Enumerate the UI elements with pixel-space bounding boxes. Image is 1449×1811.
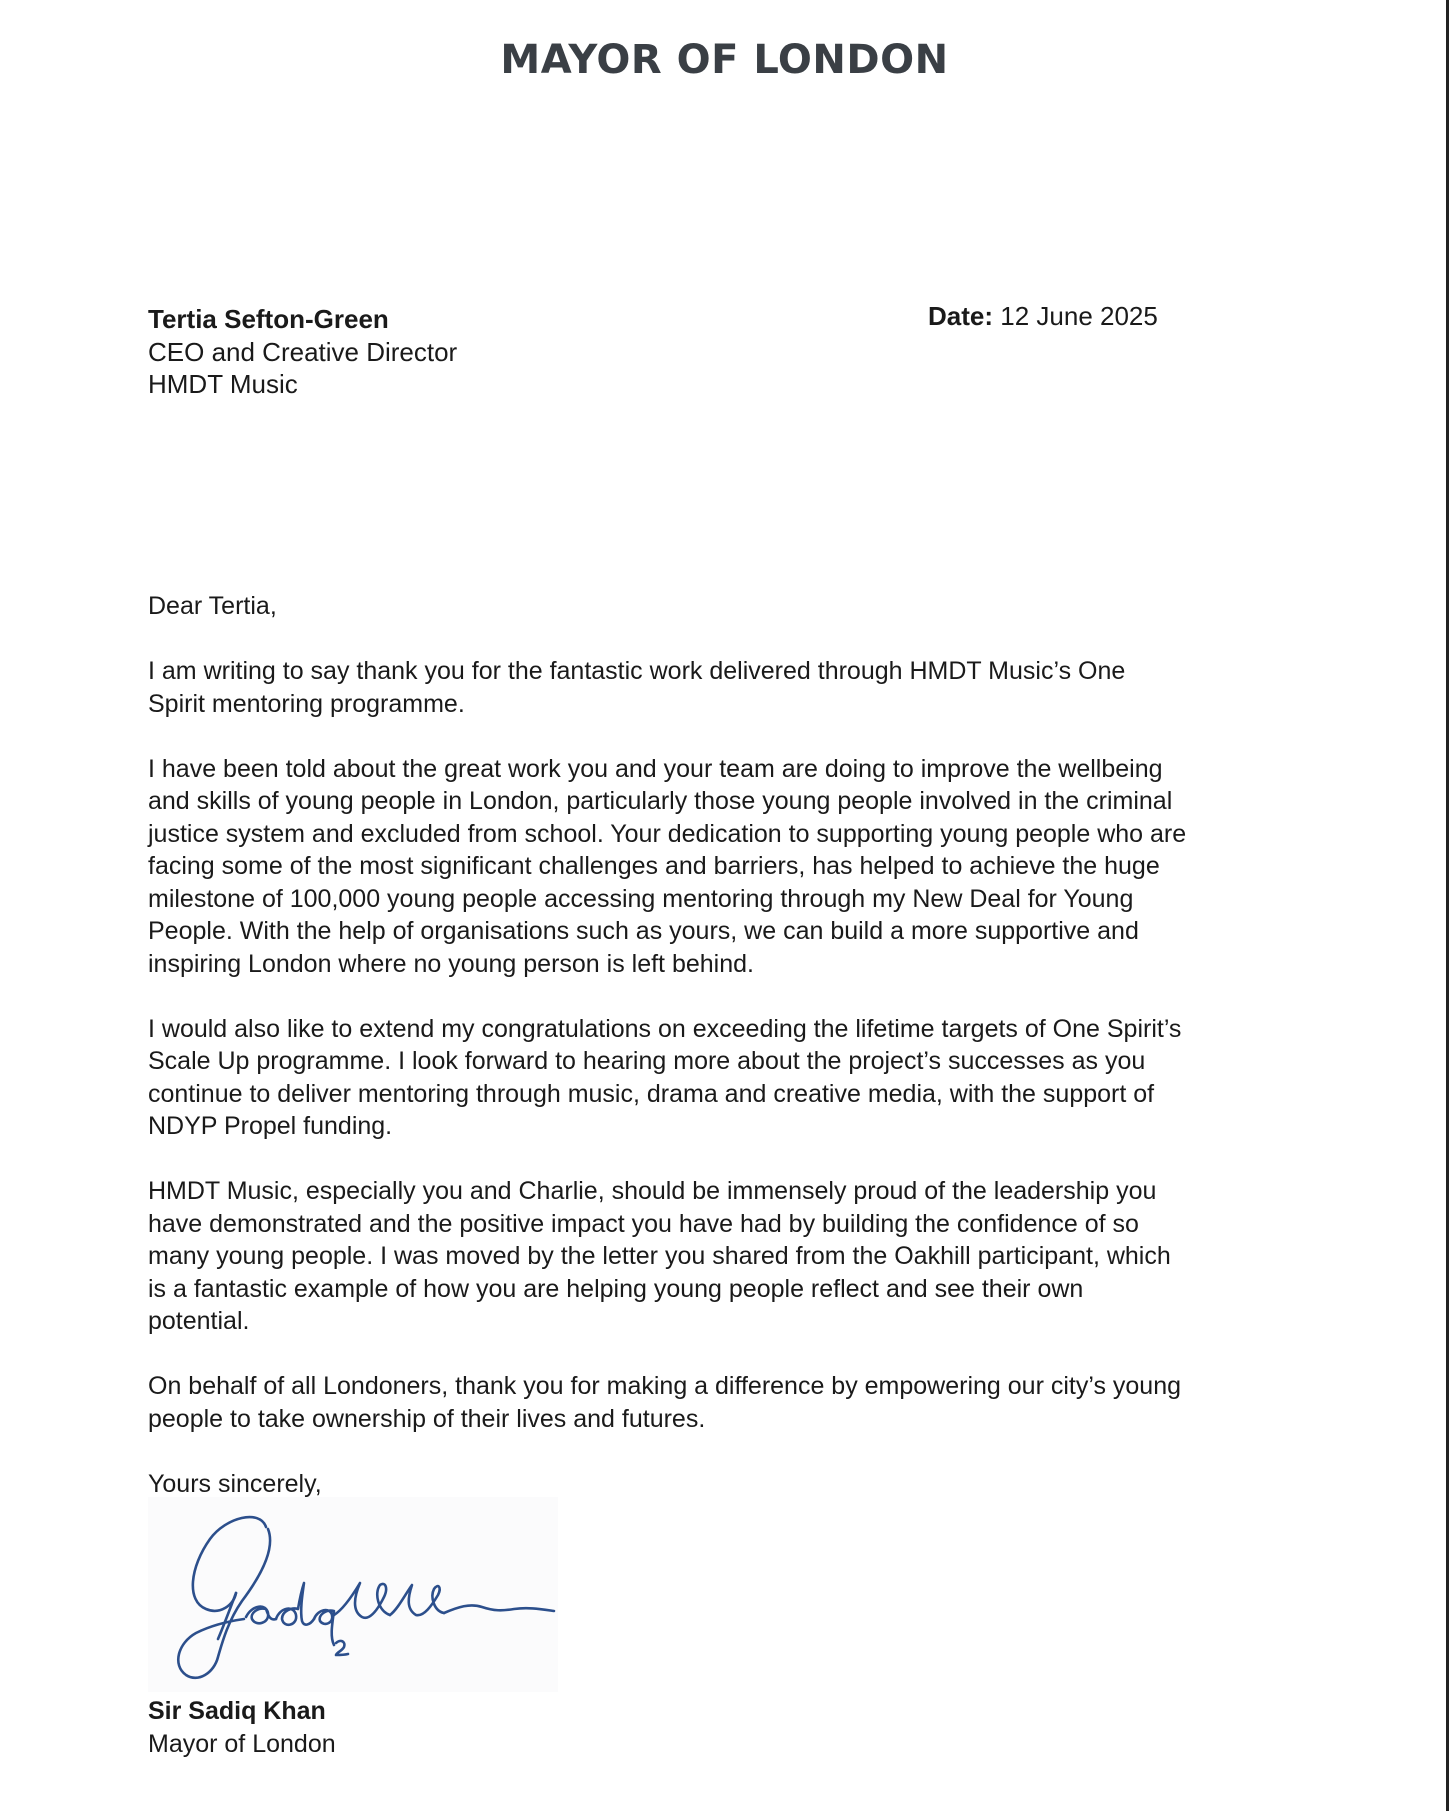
signer-name: Sir Sadiq Khan — [148, 1697, 326, 1725]
salutation: Dear Tertia, — [148, 592, 277, 620]
recipient-organisation: HMDT Music — [148, 369, 298, 399]
closing: Yours sincerely, — [148, 1469, 322, 1498]
signer-block — [148, 1695, 336, 1760]
recipient-name: Tertia Sefton-Green — [148, 304, 389, 334]
paragraph-1: I am writing to say thank you for the fantastic work delivered through HMDT Music’s One Spirit mentoring programme. — [148, 657, 1126, 718]
paragraph-3: I would also like to extend my congratulations on exceeding the lifetime targets of One Spirit’s Scale Up programme. I look forward to hearing more about the project’s successes as you continue to deliver mentoring through music, drama and creative media, with the support of NDYP Propel funding. — [148, 1014, 1182, 1140]
letter-body — [148, 590, 1188, 1533]
handwritten-signature — [148, 1497, 558, 1692]
paragraph-2: I have been told about the great work you and your team are doing to improve the wellbeing and skills of young people in London, particularly those young people involved in the criminal justice system and excluded from school. Your dedication to supporting young people who are facing some of the most significant challenges and barriers, has helped to achieve the huge milestone of 100,000 young people accessing mentoring through my New Deal for Young People. With the help of organisations such as yours, we can build a more supportive and inspiring London where no young person is left behind. — [148, 754, 1187, 978]
paragraph-4: HMDT Music, especially you and Charlie, should be immensely proud of the leadership you have demonstrated and the positive impact you have had by building the confidence of so many young people. I was moved by the letter you shared from the Oakhill participant, which is a fantastic example of how you are helping young people reflect and see their own potential. — [148, 1177, 1171, 1335]
signature-icon — [148, 1497, 558, 1692]
signer-title: Mayor of London — [148, 1729, 336, 1758]
letterhead-title: MAYOR OF LONDON — [500, 37, 949, 83]
recipient-block — [148, 303, 457, 401]
recipient-role: CEO and Creative Director — [148, 336, 458, 367]
paragraph-5: On behalf of all Londoners, thank you for making a difference by empowering our city’s young people to take ownership of their lives and futures. — [148, 1372, 1182, 1433]
date-value: 12 June 2025 — [1000, 301, 1158, 331]
date-line — [928, 300, 1158, 333]
date-label: Date: — [928, 301, 994, 331]
